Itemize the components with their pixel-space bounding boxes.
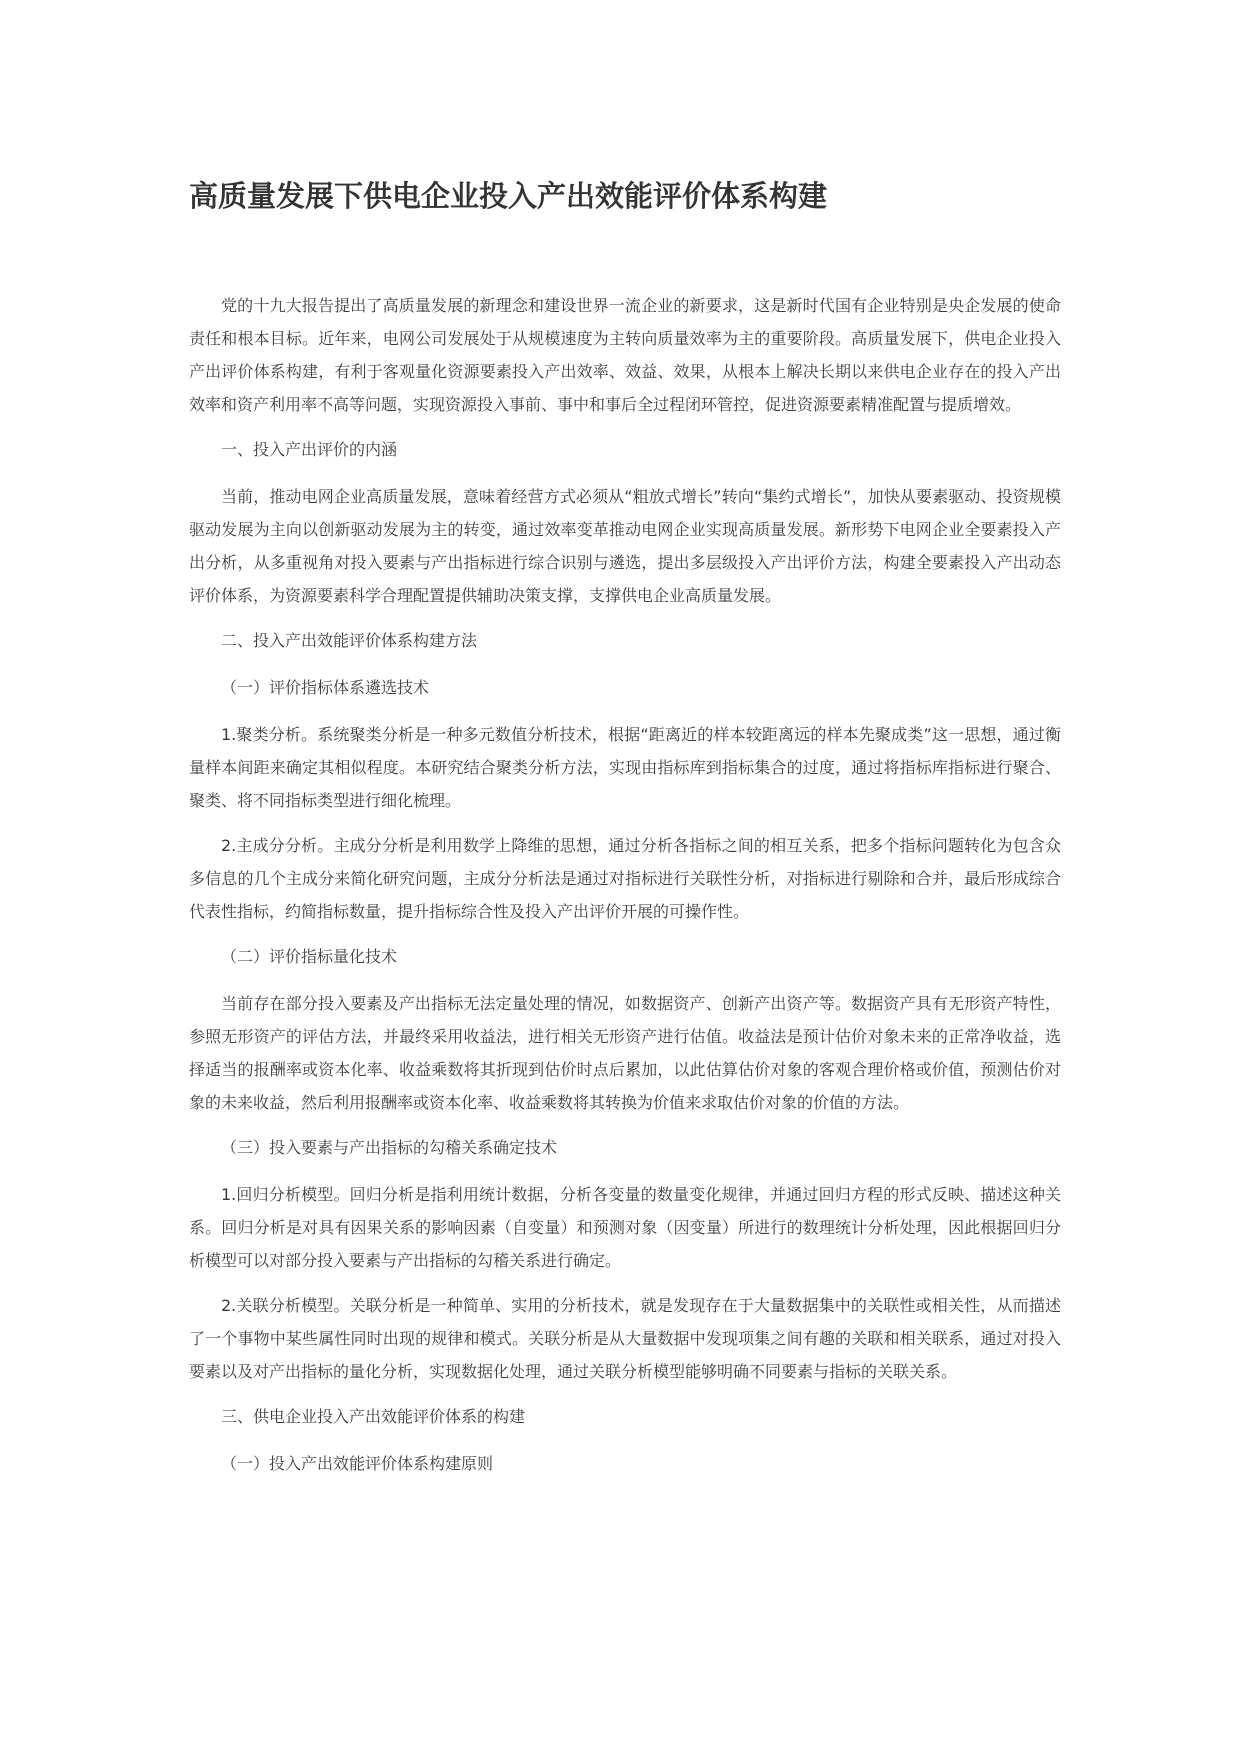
subsection-heading-2-1: （一）评价指标体系遴选技术: [221, 678, 430, 697]
section-heading-3: 三、供电企业投入产出效能评价体系的构建: [221, 1407, 526, 1426]
paragraph-regression: 1.回归分析模型。回归分析是指利用统计数据，分析各变量的数量变化规律，并通过回归方程的形式反映、描述这种关系。回归分析是对具有因果关系的影响因素（自变量）和预测对象（因变量）所进行的数理统计分析处理，因此根据回归分析模型可以对部分投入要素与产出指标的勾稽关系进行确定。: [189, 1185, 1061, 1270]
document-body: [189, 289, 1061, 1494]
document-title: 高质量发展下供电企业投入产出效能评价体系构建: [189, 179, 828, 213]
section-heading-2: 二、投入产出效能评价体系构建方法: [221, 631, 478, 650]
paragraph-section-1: 当前，推动电网企业高质量发展，意味着经营方式必须从“粗放式增长”转向“集约式增长”，加快从要素驱动、投资规模驱动发展为主向以创新驱动发展为主的转变，通过效率变革推动电网企业实现高质量发展。新形势下电网企业全要素投入产出分析，从多重视角对投入要素与产出指标进行综合识别与遴选，提出多层级投入产出评价方法，构建全要素投入产出动态评价体系，为资源要素科学合理配置提供辅助决策支撑，支撑供电企业高质量发展。: [189, 487, 1061, 605]
paragraph-cluster-analysis: 1.聚类分析。系统聚类分析是一种多元数值分析技术，根据“距离近的样本较距离远的样本先聚成类”这一思想，通过衡量样本间距来确定其相似程度。本研究结合聚类分析方法，实现由指标库到指标集合的过度，通过将指标库指标进行聚合、聚类、将不同指标类型进行细化梳理。: [189, 725, 1061, 810]
paragraph-quantification: 当前存在部分投入要素及产出指标无法定量处理的情况，如数据资产、创新产出资产等。数据资产具有无形资产特性，参照无形资产的评估方法，并最终采用收益法，进行相关无形资产进行估值。收益法是预计估价对象未来的正常净收益，选择适当的报酬率或资本化率、收益乘数将其折现到估价时点后累加，以此估算估价对象的客观合理价格或价值，预测估价对象的未来收益，然后利用报酬率或资本化率、收益乘数将其转换为价值来求取估价对象的价值的方法。: [189, 994, 1061, 1112]
paragraph-pca: 2.主成分分析。主成分分析是利用数学上降维的思想，通过分析各指标之间的相互关系，把多个指标问题转化为包含众多信息的几个主成分来简化研究问题，主成分分析法是通过对指标进行关联性分析，对指标进行剔除和合并，最后形成综合代表性指标，约简指标数量，提升指标综合性及投入产出评价开展的可操作性。: [189, 836, 1061, 921]
subsection-heading-2-2: （二）评价指标量化技术: [221, 947, 398, 966]
subsection-heading-3-1: （一）投入产出效能评价体系构建原则: [221, 1454, 494, 1473]
paragraph-association: 2.关联分析模型。关联分析是一种简单、实用的分析技术，就是发现存在于大量数据集中的关联性或相关性，从而描述了一个事物中某些属性同时出现的规律和模式。关联分析是从大量数据中发现项集之间有趣的关联和相关联系，通过对投入要素以及对产出指标的量化分析，实现数据化处理，通过关联分析模型能够明确不同要素与指标的关联关系。: [189, 1296, 1061, 1381]
section-heading-1: 一、投入产出评价的内涵: [221, 440, 398, 459]
paragraph-intro: 党的十九大报告提出了高质量发展的新理念和建设世界一流企业的新要求，这是新时代国有企业特别是央企发展的使命责任和根本目标。近年来，电网公司发展处于从规模速度为主转向质量效率为主的重要阶段。高质量发展下，供电企业投入产出评价体系构建，有利于客观量化资源要素投入产出效率、效益、效果，从根本上解决长期以来供电企业存在的投入产出效率和资产利用率不高等问题，实现资源投入事前、事中和事后全过程闭环管控，促进资源要素精准配置与提质增效。: [189, 296, 1061, 414]
subsection-heading-2-3: （三）投入要素与产出指标的勾稽关系确定技术: [221, 1138, 558, 1157]
